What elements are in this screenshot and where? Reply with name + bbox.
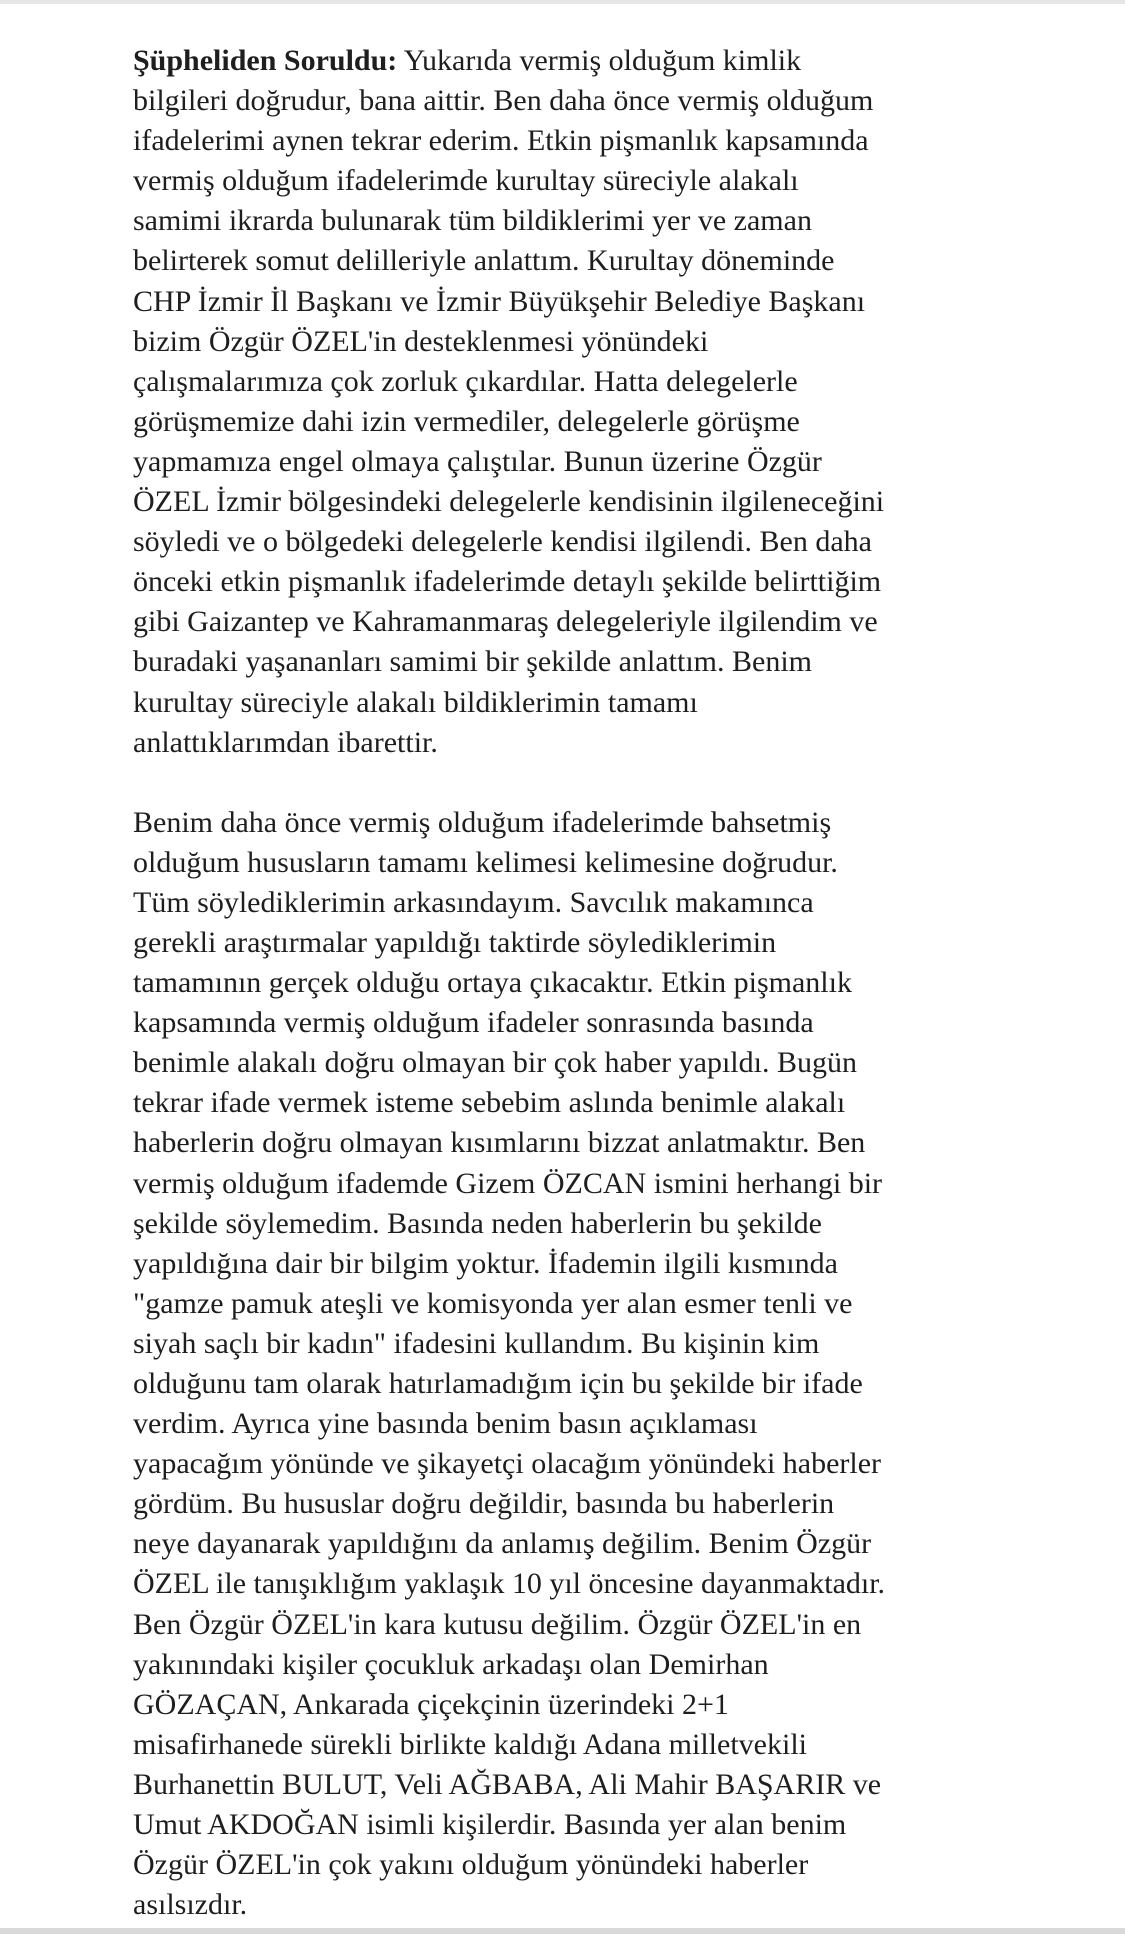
paragraph-2: Benim daha önce vermiş olduğum ifadelerimde bahsetmiş olduğum hususların tamamı kelimesi kelimesine doğrudur. Tüm söylediklerimin arkasındayım. Savcılık makamınca gerekli araştırmalar yapıldığı taktirde söylediklerimin tamamının gerçek olduğu ortaya çıkacaktır. Etkin pişmanlık kapsamında vermiş olduğum ifadeler sonrasında basında benimle alakalı doğru olmayan bir çok haber yapıldı. Bugün tekrar ifade vermek isteme sebebim aslında benimle alakalı haberlerin doğru olmayan kısımlarını bizzat anlatmaktır. Ben vermiş olduğum ifademde Gizem ÖZCAN ismini herhangi bir şekilde söylemedim. Basında neden haberlerin bu şekilde yapıldığına dair bir bilgim yoktur. İfademin ilgili kısmında "gamze pamuk ateşli ve komisyonda yer alan esmer tenli ve siyah saçlı bir kadın" ifadesini kullandım. Bu kişinin kim olduğunu tam olarak hatırlamadığım için bu şekilde bir ifade verdim. Ayrıca yine basında benim basın açıklaması yapacağım yönünde ve şikayetçi olacağım yönündeki haberler gördüm. Bu hususlar doğru değildir, basında bu haberlerin neye dayanarak yapıldığını da anlamış değilim. Benim Özgür ÖZEL ile tanışıklığım yaklaşık 10 yıl öncesine dayanmaktadır. Ben Özgür ÖZEL'in kara kutusu değilim. Özgür ÖZEL'in en yakınındaki kişiler çocukluk arkadaşı olan Demirhan GÖZAÇAN, Ankarada çiçekçinin üzerindeki 2+1 misafirhanede sürekli birlikte kaldığı Adana milletvekili Burhanettin BULUT, Veli AĞBABA, Ali Mahir BAŞARIR ve Umut AKDOĞAN isimli kişilerdir. Basında yer alan benim Özgür ÖZEL'in çok yakını olduğum yönündeki haberler asılsızdır. <box>133 805 886 1922</box>
paragraph-1 <box>133 41 1013 763</box>
document-body <box>133 41 1013 1925</box>
paragraph-1-text: Yukarıda vermiş olduğum kimlik bilgileri doğrudur, bana aittir. Ben daha önce vermiş olduğum ifadelerimi aynen tekrar ederim. Etkin pişmanlık kapsamında vermiş olduğum ifadelerimde kurultay süreciyle alakalı samimi ikrarda bulunarak tüm bildiklerimi yer ve zaman belirterek somut delilleriyle anlattım. Kurultay döneminde CHP İzmir İl Başkanı ve İzmir Büyükşehir Belediye Başkanı bizim Özgür ÖZEL'in desteklenmesi yönündeki çalışmalarımıza çok zorluk çıkardılar. Hatta delegelerle görüşmemize dahi izin vermediler, delegelerle görüşme yapmamıza engel olmaya çalıştılar. Bunun üzerine Özgür ÖZEL İzmir bölgesindeki delegelerle kendisinin ilgileneceğini söyledi ve o bölgedeki delegelerle kendisi ilgilendi. Ben daha önceki etkin pişmanlık ifadelerimde detaylı şekilde belirttiğim gibi Gaizantep ve Kahramanmaraş delegeleriyle ilgilendim ve buradaki yaşananları samimi bir şekilde anlattım. Benim kurultay süreciyle alakalı bildiklerimin tamamı anlattıklarımdan ibarettir. <box>133 44 885 759</box>
question-label: Şüpheliden Soruldu: <box>133 44 398 77</box>
